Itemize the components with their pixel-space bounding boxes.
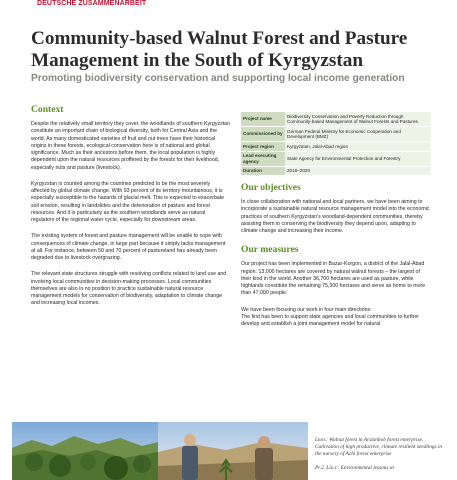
table-row bbox=[241, 152, 431, 166]
caption-line: Lion.: Walnut forest in Arslanbob forest enterprise. Cultivation of high productive, climate resilient seedlings in the nursery of Achi forest enterprise bbox=[315, 437, 443, 457]
right-column bbox=[241, 111, 431, 328]
org-label: DEUTSCHE ZUSAMMENARBEIT bbox=[37, 0, 147, 7]
info-key: Lead executing agency bbox=[241, 152, 285, 166]
context-paragraph: Kyrgyzstan is counted among the countries predicted to be the most severely affected by global climate change. With 93 percent of its territory mountainous, it is especially susceptible to the hazards of glacial melt. This is expected to exacerbate soil erosion, resulting in landslides and the deterioration of pasture and forest resources. And it is particularly as the southern woodlands serve as natural regulators of the regional water cycle, especially for downstream areas. bbox=[31, 180, 225, 223]
objectives-heading: Our objectives bbox=[241, 182, 301, 193]
table-row bbox=[241, 167, 431, 176]
objectives-paragraph: In close collaboration with national and local partners, we have been aiming to incorporate a sustainable natural resource management model into the economic practices of southern Kyrgyzstan's woodland-dependent communities, thereby assisting them in conserving the biodiversity they depend upon, adapting to climate change and increasing their income. bbox=[241, 199, 430, 234]
forest-photo bbox=[12, 422, 308, 480]
info-value: Biodiversity Conservation and Poverty Reduction through Community-based Management of Walnut Forests and Pastures bbox=[285, 112, 431, 126]
context-heading: Context bbox=[31, 104, 64, 115]
header-bar bbox=[0, 0, 457, 8]
info-value: 2018–2020 bbox=[285, 167, 431, 176]
context-column bbox=[31, 104, 230, 308]
info-key: Project name bbox=[241, 112, 285, 126]
info-key: Duration bbox=[241, 167, 285, 176]
page-title: Community-based Walnut Forest and Pasture Management in the South of Kyrgyzstan bbox=[31, 28, 408, 71]
info-value: Kyrgyzstan, Jalal-Abad region bbox=[285, 142, 431, 151]
info-value: German Federal Ministry for Economic Cooperation and Development (BMZ) bbox=[285, 127, 431, 141]
context-paragraph: The existing system of forest and pasture management will be unable to cope with consequences of climate change, in large part because it simply lacks management at all. For instance, between 50 and 70 percent of pastureland has already been degraded due to livestock overgrazing. bbox=[31, 233, 226, 261]
table-row bbox=[241, 127, 431, 141]
caption-line: Pr.2. Lio.r.: Environmental lessons at bbox=[315, 465, 394, 472]
project-info-table bbox=[241, 111, 431, 176]
context-paragraph: The relevant state structures struggle with resolving conflicts related to land use and involving local communities in decision-making processes. Local communities themselves are also in no position to practice sustainable natural resource management models for conservation of biodiversity, adaptation to climate change and increasing local incomes. bbox=[31, 271, 227, 307]
table-row bbox=[241, 112, 431, 126]
info-key: Project region bbox=[241, 142, 285, 151]
page-subtitle: Promoting biodiversity conservation and supporting local income generation bbox=[31, 73, 405, 84]
measures-paragraph: The first has been to support state agencies and local communities to further develop and establish a joint management model for natural bbox=[241, 313, 420, 327]
info-key: Commissioned by bbox=[241, 127, 285, 141]
measures-paragraph: Our project has been implemented in Bazar-Korgon, a district of the Jalal-Abad region. 13,000 hectares are covered by natural walnut forests – the largest of their kind in the world. Another 36,700 hectares are used as pasture, while highlands constitute the remaining 75,300 hectares and serve as home to more than 47,000 people. bbox=[241, 261, 426, 297]
measures-heading: Our measures bbox=[241, 244, 299, 256]
measures-paragraph: We have been focusing our work in four main directions: bbox=[241, 306, 372, 313]
context-paragraph: Despite the relatively small territory they cover, the woodlands of southern Kyrgyzstan constitute an important chain of biological diversity, both for Central Asia and the world. As many domesticated varieties of fruit and nut trees have their historical origins in these forests, ecological conservation here is of national and global significance. Much as their ancestors before them, the local population is highly dependent upon the natural resources proffered by the forests for their livelihood, especially nuts and pasture (livestock). bbox=[31, 121, 231, 171]
forest-photo-illustration bbox=[12, 422, 308, 480]
photo-caption bbox=[315, 437, 445, 472]
table-row bbox=[241, 142, 431, 151]
info-value: State Agency for Environmental Protection and Forestry bbox=[285, 152, 431, 166]
